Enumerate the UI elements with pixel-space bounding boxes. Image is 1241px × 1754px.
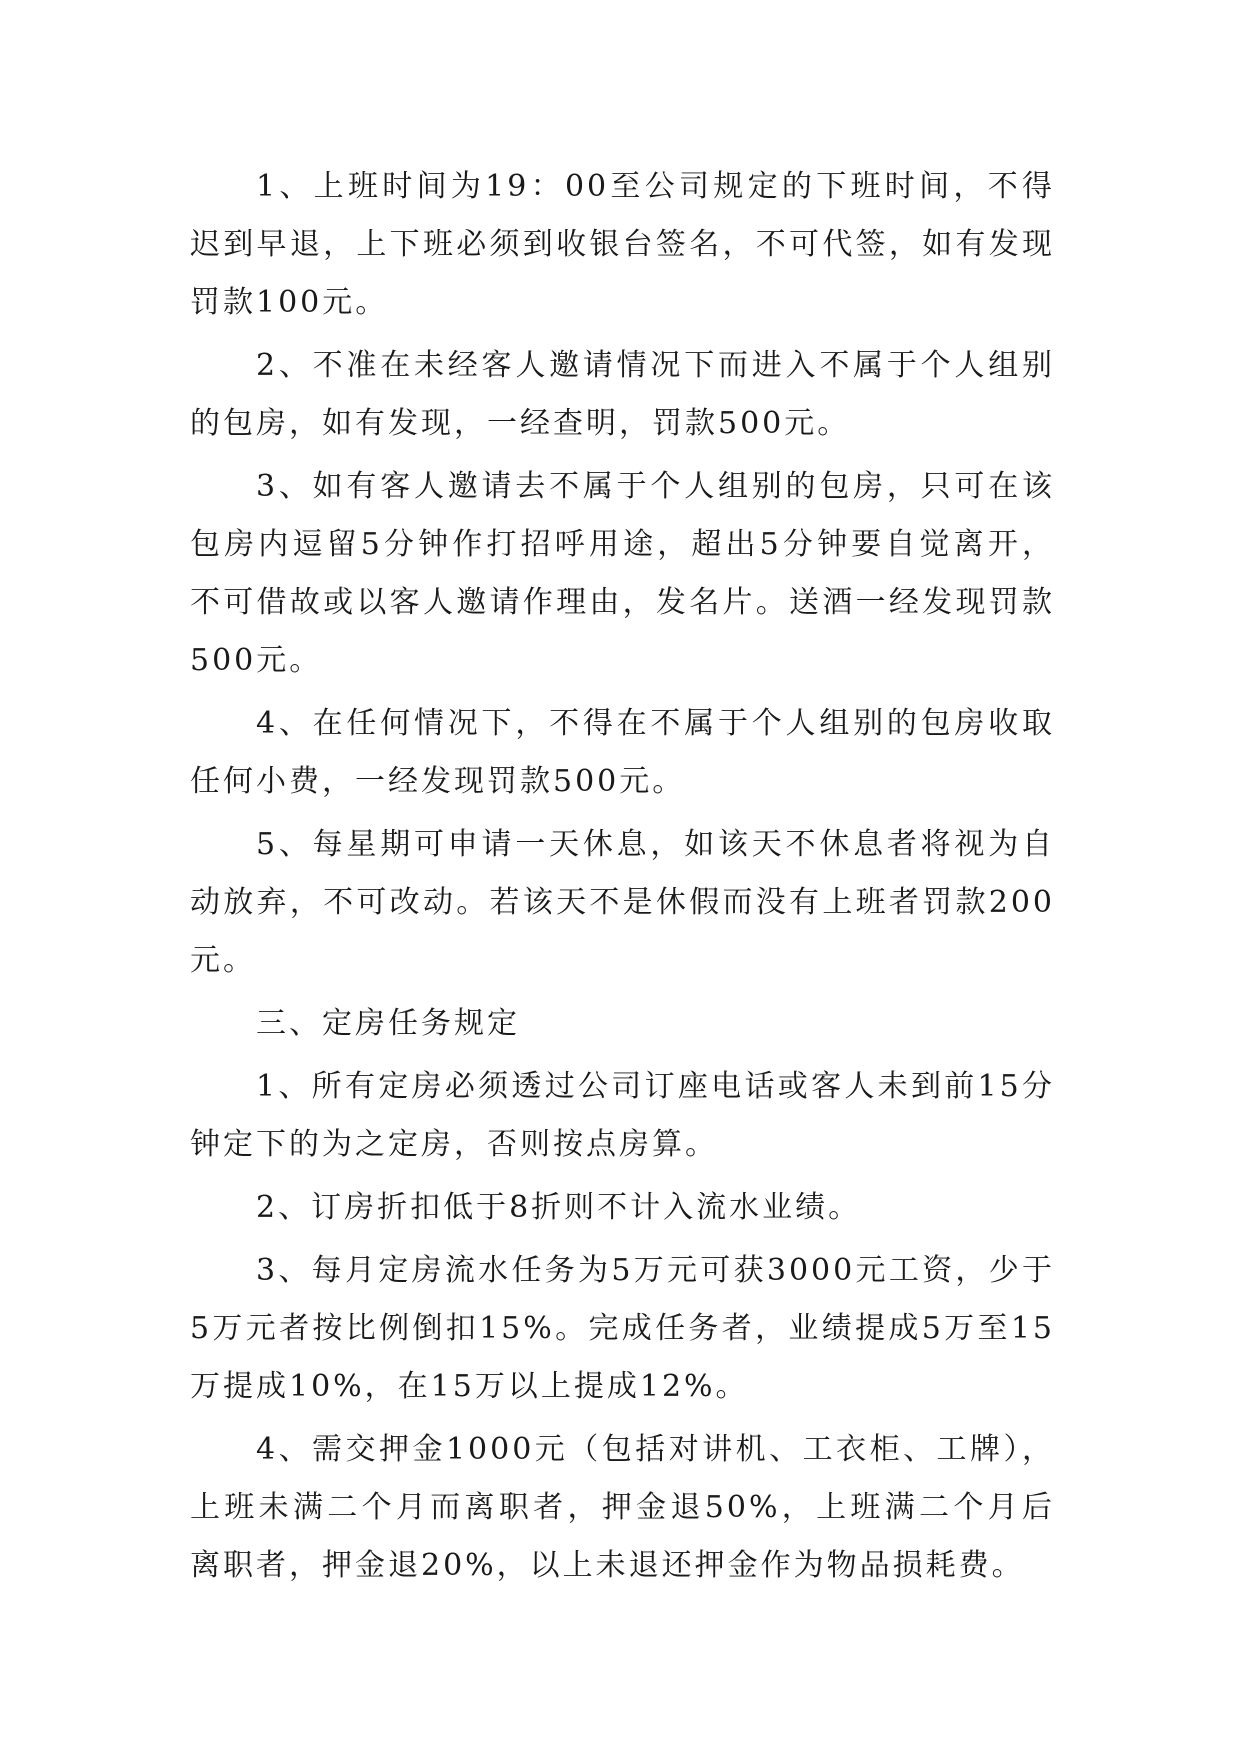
rule-paragraph-1: 1、上班时间为19：00至公司规定的下班时间，不得迟到早退，上下班必须到收银台签名，不可代签，如有发现罚款100元。 — [190, 169, 1055, 320]
rule-paragraph-5: 5、每星期可申请一天休息，如该天不休息者将视为自动放弃，不可改动。若该天不是休假而没有上班者罚款200元。 — [190, 827, 1055, 978]
booking-rule-4: 4、需交押金1000元（包括对讲机、工衣柜、工牌），上班未满二个月而离职者，押金退50%，上班满二个月后离职者，押金退20%，以上未退还押金作为物品损耗费。 — [190, 1432, 1055, 1583]
rule-paragraph-3: 3、如有客人邀请去不属于个人组别的包房，只可在该包房内逗留5分钟作打招呼用途，超出5分钟要自觉离开，不可借故或以客人邀请作理由，发名片。送酒一经发现罚款500元。 — [190, 469, 1055, 678]
section-heading: 三、定房任务规定 — [256, 1006, 520, 1041]
document-body — [190, 158, 1055, 1600]
rule-paragraph-2: 2、不准在未经客人邀请情况下而进入不属于个人组别的包房，如有发现，一经查明，罚款500元。 — [190, 348, 1055, 441]
booking-rule-3: 3、每月定房流水任务为5万元可获3000元工资，少于5万元者按比例倒扣15%。完成任务者，业绩提成5万至15万提成10%，在15万以上提成12%。 — [190, 1253, 1055, 1404]
booking-rule-2: 2、订房折扣低于8折则不计入流水业绩。 — [256, 1190, 862, 1225]
rule-paragraph-4: 4、在任何情况下，不得在不属于个人组别的包房收取任何小费，一经发现罚款500元。 — [190, 706, 1055, 799]
booking-rule-1: 1、所有定房必须透过公司订座电话或客人未到前15分钟定下的为之定房，否则按点房算。 — [190, 1069, 1055, 1162]
